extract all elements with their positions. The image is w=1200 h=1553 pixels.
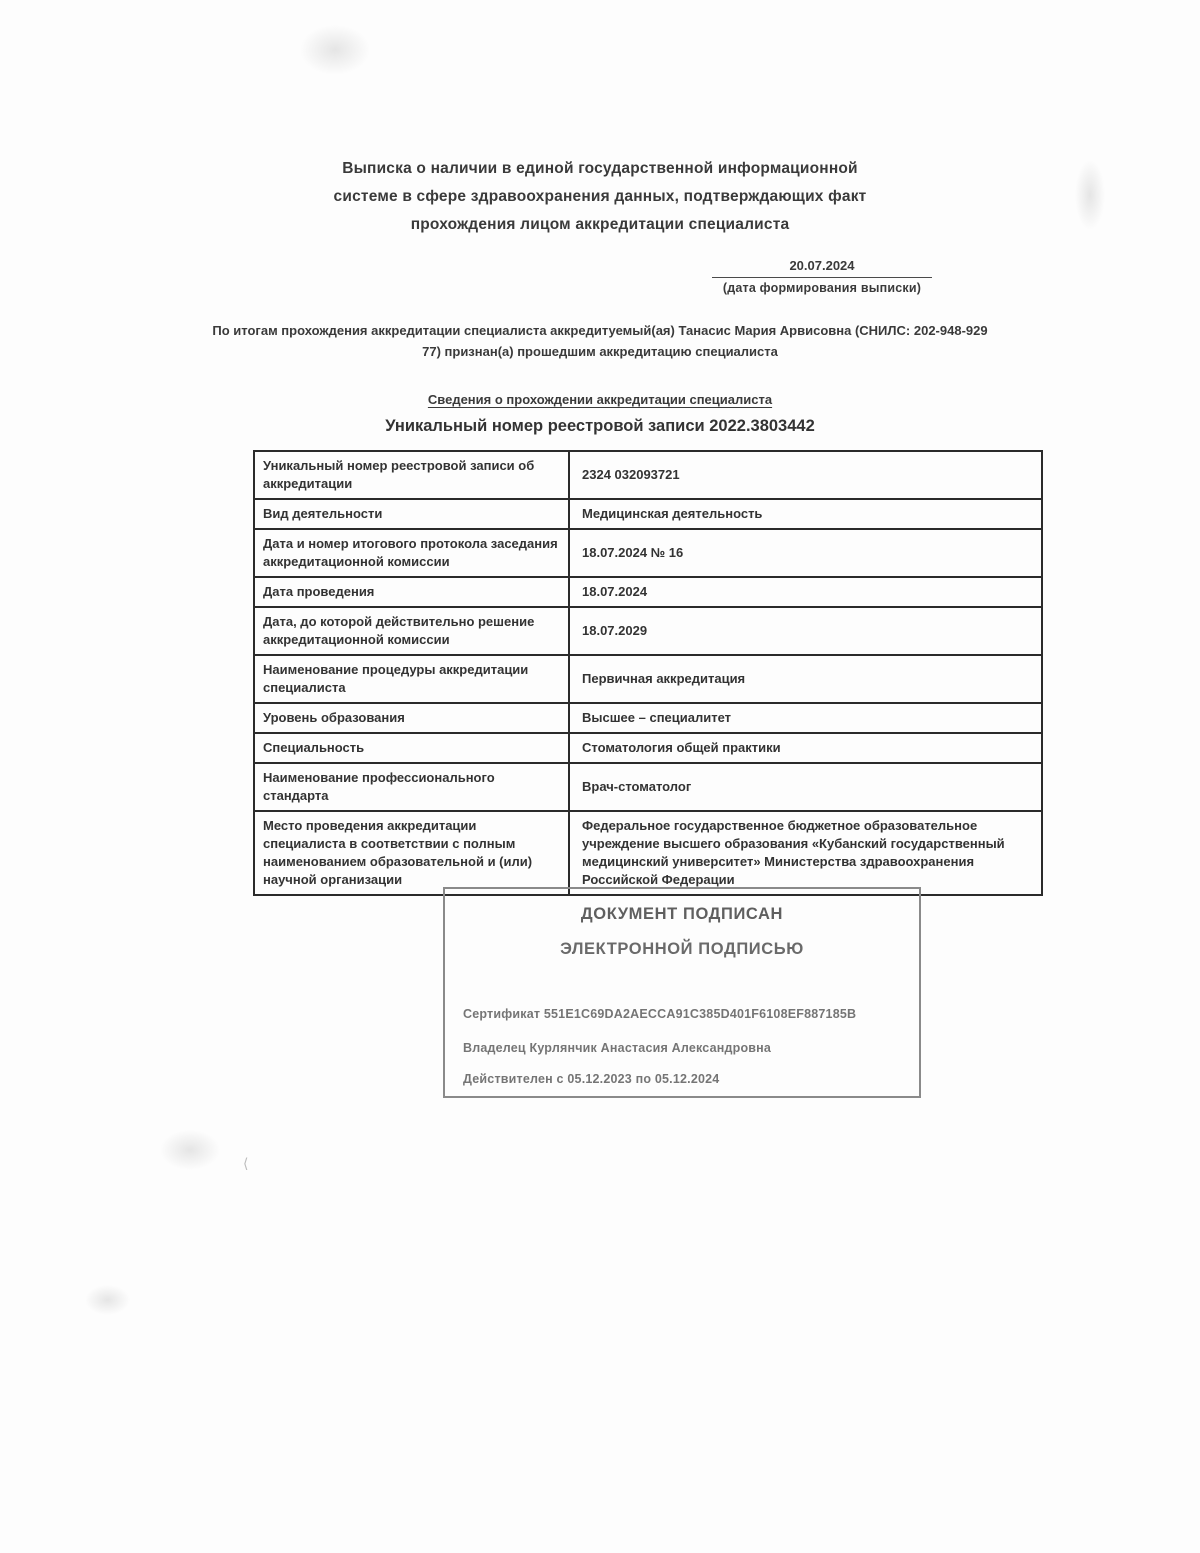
row-label: Уникальный номер реестровой записи об аккредитации (254, 451, 569, 499)
row-label: Наименование профессионального стандарта (254, 763, 569, 811)
issue-date-block (712, 258, 932, 295)
row-label: Дата, до которой действительно решение аккредитационной комиссии (254, 607, 569, 655)
row-label: Вид деятельности (254, 499, 569, 529)
issue-date: 20.07.2024 (712, 258, 932, 278)
table-row (254, 763, 1042, 811)
owner-line: Владелец Курлянчик Анастасия Александровна (463, 1041, 772, 1055)
table-row (254, 607, 1042, 655)
row-value: Медицинская деятельность (569, 499, 1042, 529)
table-row (254, 577, 1042, 607)
scan-artifact (160, 1130, 220, 1170)
table-row (254, 733, 1042, 763)
table-row (254, 499, 1042, 529)
scan-artifact (85, 1285, 130, 1315)
registry-number-heading: Уникальный номер реестровой записи 2022.3803442 (385, 417, 815, 435)
stamp-title-line-1: ДОКУМЕНТ ПОДПИСАН (580, 905, 784, 923)
page-title-line-1: Выписка о наличии в единой государственной информационной (342, 160, 858, 177)
row-value: Врач-стоматолог (569, 763, 1042, 811)
row-value: 18.07.2024 № 16 (569, 529, 1042, 577)
row-label: Дата проведения (254, 577, 569, 607)
table-row (254, 529, 1042, 577)
intro-line-2: 77) признан(а) прошедшим аккредитацию специалиста (422, 344, 778, 359)
table-row (254, 451, 1042, 499)
row-label: Наименование процедуры аккредитации специалиста (254, 655, 569, 703)
row-value: Высшее – специалитет (569, 703, 1042, 733)
accreditation-table (253, 450, 1043, 896)
row-label: Дата и номер итогового протокола заседания аккредитационной комиссии (254, 529, 569, 577)
table-row (254, 655, 1042, 703)
stamp-title-line-2: ЭЛЕКТРОННОЙ ПОДПИСЬЮ (560, 940, 804, 958)
page-title (0, 155, 1200, 239)
row-value: Стоматология общей практики (569, 733, 1042, 763)
row-label: Уровень образования (254, 703, 569, 733)
row-value: Первичная аккредитация (569, 655, 1042, 703)
row-value: 18.07.2024 (569, 577, 1042, 607)
intro-paragraph (0, 320, 1200, 362)
section-heading: Сведения о прохождении аккредитации специалиста (427, 392, 773, 407)
row-label: Место проведения аккредитации специалиста в соответствии с полным наименованием образовательной и (или) научной организации (254, 811, 569, 895)
issue-date-caption: (дата формирования выписки) (722, 281, 922, 295)
table-row (254, 811, 1042, 895)
intro-line-1: По итогам прохождения аккредитации специалиста аккредитуемый(ая) Танасис Мария Арвисовна (СНИЛС: 202-948-929 (212, 323, 988, 338)
page-title-line-3: прохождения лицом аккредитации специалиста (410, 216, 790, 233)
scan-artifact (300, 25, 370, 75)
certificate-line: Сертификат 551E1C69DA2AECCA91C385D401F6108EF887185B (463, 1007, 857, 1021)
row-value: 2324 032093721 (569, 451, 1042, 499)
signature-stamp (443, 887, 921, 1098)
page-title-line-2: системе в сфере здравоохранения данных, подтверждающих факт (333, 188, 867, 205)
validity-line: Действителен с 05.12.2023 по 05.12.2024 (463, 1072, 720, 1086)
row-value: 18.07.2029 (569, 607, 1042, 655)
table-row (254, 703, 1042, 733)
row-label: Специальность (254, 733, 569, 763)
row-value: Федеральное государственное бюджетное образовательное учреждение высшего образования «Кубанский государственный медицинский университет» Министерства здравоохранения Российской Федерации (569, 811, 1042, 895)
scan-artifact: ⟨ (243, 1155, 249, 1171)
